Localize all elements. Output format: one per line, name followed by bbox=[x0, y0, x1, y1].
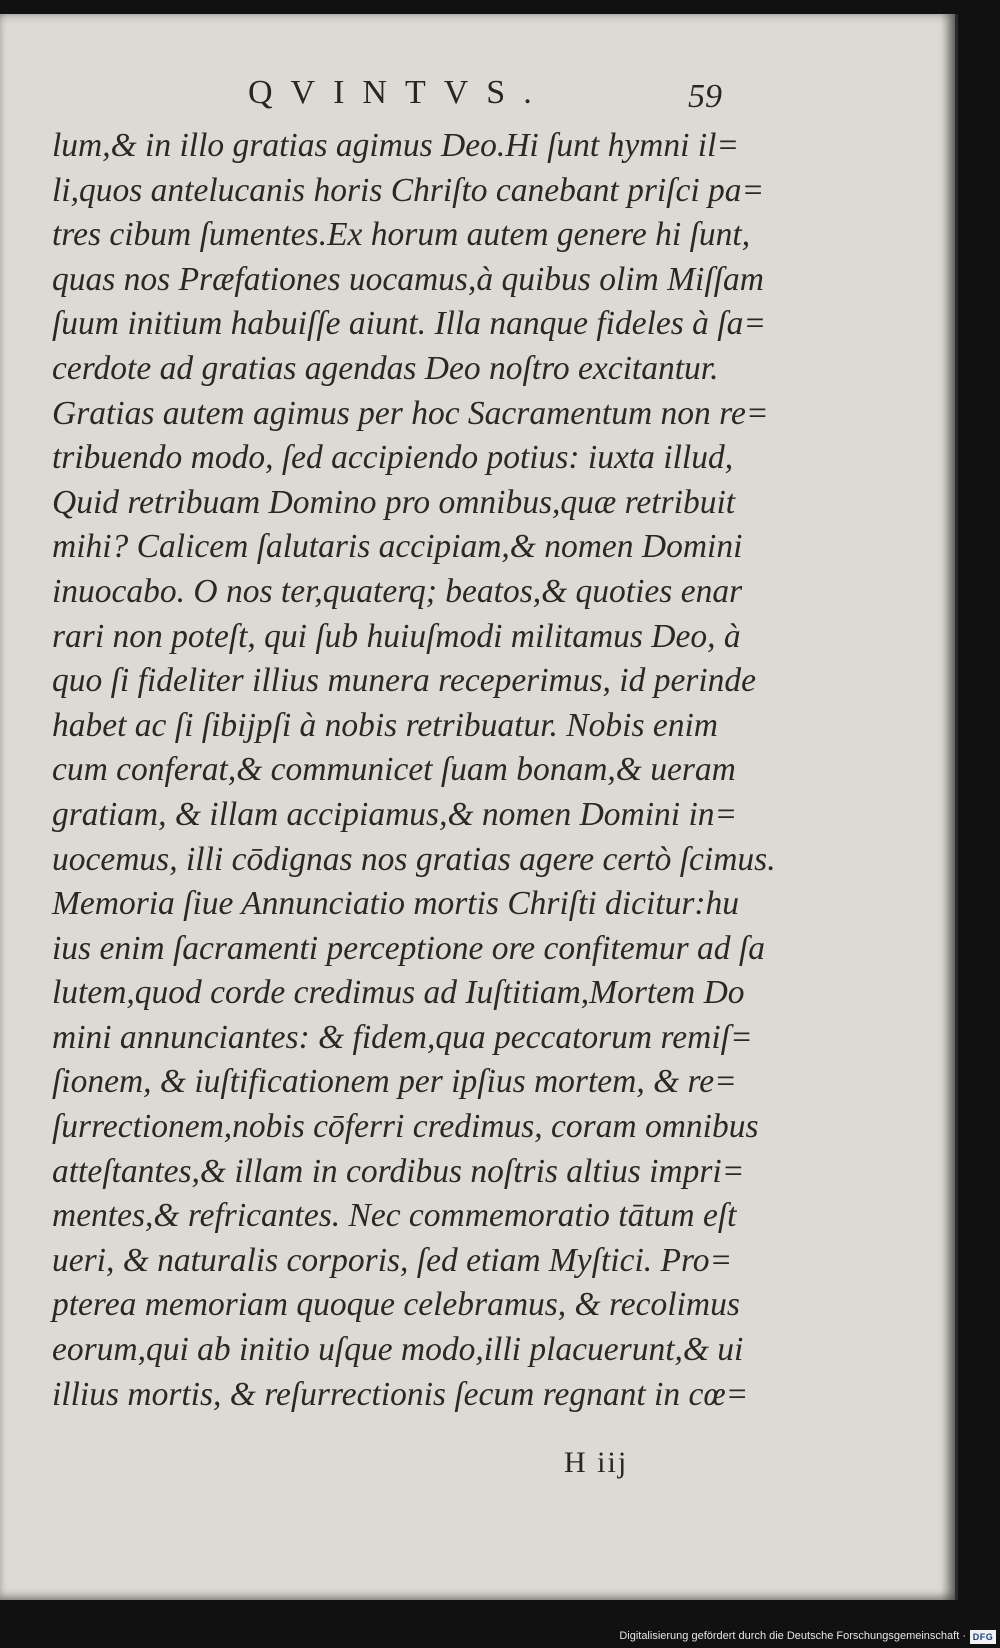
running-title: QVINTVS. bbox=[248, 74, 550, 111]
text-line: ueri, & naturalis corporis, ſed etiam Myſtici. Pro= bbox=[52, 1241, 733, 1279]
text-line: cum conferat,& communicet ſuam bonam,& ueram bbox=[52, 751, 736, 789]
credit-text: Digitalisierung gefördert durch die Deutsche Forschungsgemeinschaft · bbox=[619, 1630, 966, 1642]
text-line: ſionem, & iuſtificationem per ipſius mortem, & re= bbox=[52, 1063, 737, 1101]
text-line: lum,& in illo gratias agimus Deo.Hi ſunt hymni il= bbox=[52, 127, 740, 164]
text-line: mentes,& refricantes. Nec commemoratio tātum eſt bbox=[52, 1197, 737, 1235]
text-line: uocemus, illi cōdignas nos gratias agere certò ſcimus. bbox=[52, 840, 776, 878]
text-line: li,quos antelucanis horis Chriſto canebant priſci pa= bbox=[52, 171, 765, 209]
text-line: ſuum initium habuiſſe aiunt. Illa nanque fideles à ſa= bbox=[52, 305, 766, 343]
signature-mark: H iij bbox=[564, 1446, 629, 1479]
text-line: habet ac ſi ſibijpſi à nobis retribuatur. Nobis enim bbox=[52, 706, 718, 744]
page-number: 59 bbox=[688, 78, 722, 115]
text-line: illius mortis, & reſurrectionis ſecum regnant in cœ= bbox=[52, 1375, 749, 1413]
text-line: Quid retribuam Domino pro omnibus,quæ retribuit bbox=[52, 483, 736, 521]
page-edge-shadow bbox=[941, 14, 955, 1600]
text-line: quo ſi fideliter illius munera receperimus, id perinde bbox=[52, 662, 757, 700]
book-page bbox=[0, 14, 958, 1600]
text-line: rari non poteſt, qui ſub huiuſmodi militamus Deo, à bbox=[52, 617, 741, 655]
text-line: pterea memoriam quoque celebramus, & recolimus bbox=[52, 1286, 740, 1324]
text-line: ſurrectionem,nobis cōferri credimus, coram omnibus bbox=[52, 1108, 759, 1146]
text-line: ius enim ſacramenti perceptione ore confitemur ad ſa bbox=[52, 929, 765, 967]
text-line: Memoria ſiue Annunciatio mortis Chriſti dicitur:hu bbox=[52, 885, 740, 923]
credit-bar bbox=[0, 1628, 1000, 1648]
text-line: mini annunciantes: & fidem,qua peccatorum remiſ= bbox=[52, 1018, 753, 1056]
text-line: gratiam, & illam accipiamus,& nomen Domini in= bbox=[52, 795, 738, 833]
text-line: lutem,quod corde credimus ad Iuſtitiam,Mortem Do bbox=[52, 974, 745, 1012]
text-line: Gratias autem agimus per hoc Sacramentum non re= bbox=[52, 394, 769, 432]
text-line: cerdote ad gratias agendas Deo noſtro excitantur. bbox=[52, 349, 719, 387]
text-line: eorum,qui ab initio uſque modo,illi placuerunt,& ui bbox=[52, 1331, 744, 1369]
text-line: tres cibum ſumentes.Ex horum autem genere hi ſunt, bbox=[52, 216, 751, 254]
text-line: mihi? Calicem ſalutaris accipiam,& nomen Domini bbox=[52, 528, 743, 566]
text-line: inuocabo. O nos ter,quaterq; beatos,& quoties enar bbox=[52, 572, 743, 610]
text-line: quas nos Præfationes uocamus,à quibus olim Miſſam bbox=[52, 260, 764, 298]
text-line: atteſtantes,& illam in cordibus noſtris altius impri= bbox=[52, 1152, 745, 1190]
page-footer bbox=[0, 1446, 955, 1492]
page-header bbox=[0, 74, 955, 124]
dfg-logo-icon: DFG bbox=[970, 1630, 996, 1644]
body-text bbox=[52, 124, 776, 1417]
text-line: tribuendo modo, ſed accipiendo potius: iuxta illud, bbox=[52, 439, 734, 477]
